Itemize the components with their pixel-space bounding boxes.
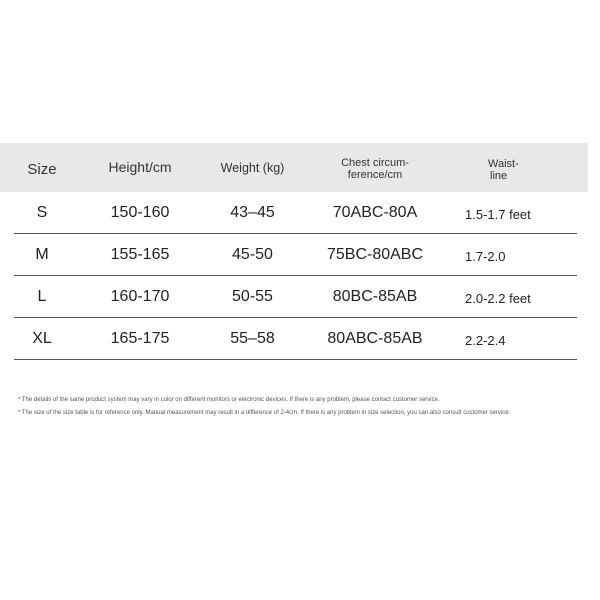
table-row: [14, 276, 577, 318]
header-size: Size: [27, 161, 57, 178]
cell-size: M: [35, 246, 49, 263]
table-row: [14, 234, 577, 276]
cell-chest: 80ABC-85AB: [327, 330, 423, 347]
header-waist-line1: Waist-: [488, 158, 519, 170]
footnotes: [18, 396, 518, 422]
header-chest-line1: Chest circum-: [341, 157, 409, 169]
cell-size: XL: [32, 330, 52, 347]
size-chart-table: [0, 143, 588, 360]
header-height: Height/cm: [108, 159, 172, 175]
cell-height: 150-160: [110, 204, 170, 221]
footnote-size-reference: * The size of the size table is for reference only. Manual measurement may result in a difference of 2-4cm. If there is any problem in size selection, you can also consult customer service.: [18, 410, 511, 416]
cell-chest: 80BC-85AB: [332, 288, 418, 305]
cell-waist: 1.7-2.0: [465, 249, 506, 264]
header-chest: [315, 157, 435, 181]
cell-chest: 75BC-80ABC: [326, 246, 424, 263]
cell-weight: 45-50: [232, 246, 273, 263]
cell-height: 160-170: [110, 288, 170, 305]
footnote-color-variance: * The details of the same product system may vary in color on different monitors or electronic devices. If there is any problem, please contact customer service.: [18, 397, 440, 403]
cell-weight: 50-55: [232, 288, 273, 305]
cell-waist: 2.0-2.2 feet: [465, 291, 531, 306]
cell-chest: 70ABC-80A: [332, 204, 418, 221]
cell-weight: 55–58: [230, 330, 275, 347]
cell-height: 165-175: [110, 330, 170, 347]
header-waist-line2: line: [490, 170, 508, 182]
header-waist: [462, 158, 552, 182]
table-row: [14, 192, 577, 234]
cell-height: 155-165: [110, 246, 170, 263]
cell-size: L: [37, 288, 47, 305]
cell-size: S: [36, 204, 48, 221]
cell-waist: 1.5-1.7 feet: [465, 207, 531, 222]
header-weight: Weight (kg): [220, 161, 285, 175]
header-chest-line2: ference/cm: [347, 169, 403, 181]
table-header-row: [0, 143, 588, 192]
table-row: [14, 318, 577, 360]
cell-weight: 43–45: [230, 204, 275, 221]
cell-waist: 2.2-2.4: [465, 333, 506, 348]
